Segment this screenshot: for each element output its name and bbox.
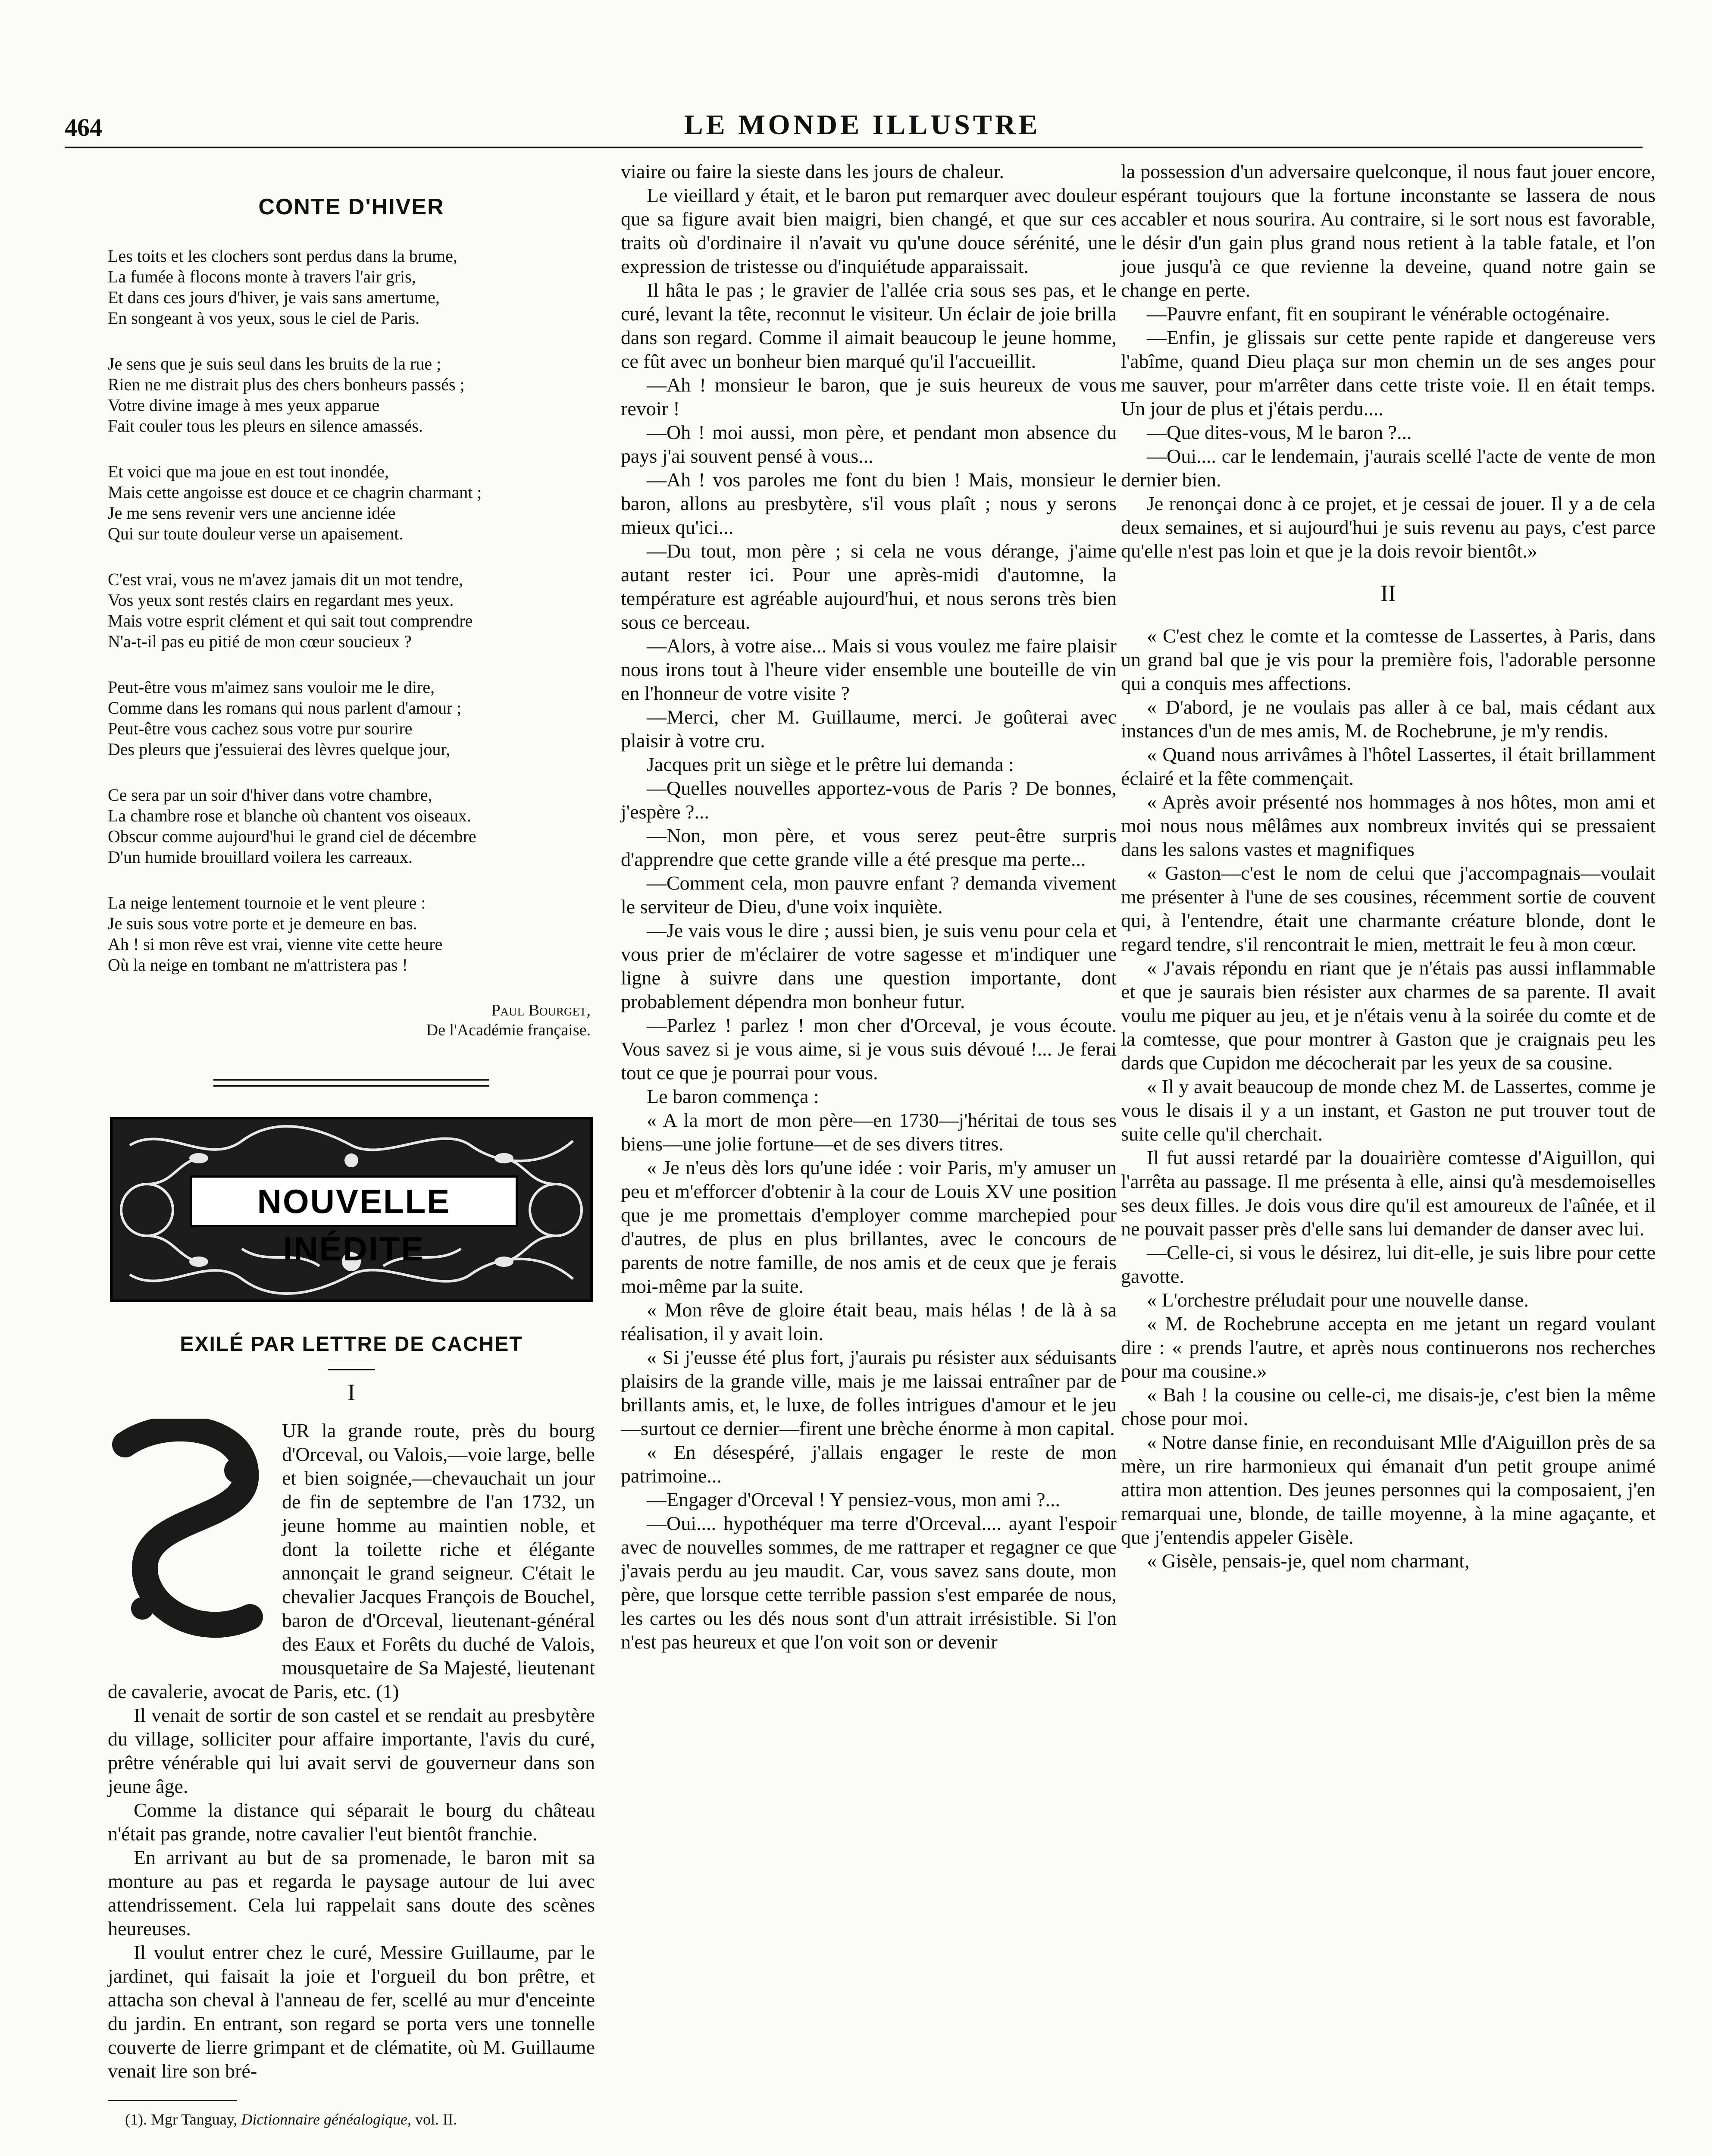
story-paragraph: « C'est chez le comte et la comtesse de Lassertes, à Paris, dans un grand bal que je vis pour la première fois, l'adorable personne qui a conquis mes affections. xyxy=(1121,625,1656,694)
story-paragraph: —Que dites-vous, M le baron ?... xyxy=(1147,421,1412,443)
poem-line: Mais cette angoisse est douce et ce chagrin charmant ; xyxy=(108,483,482,502)
story-paragraph: Jacques prit un siège et le prêtre lui demanda : xyxy=(647,753,1014,775)
poem-line: N'a-t-il pas eu pitié de mon cœur soucieux ? xyxy=(108,632,412,651)
story-paragraph: « Après avoir présenté nos hommages à nos hôtes, mon ami et moi nous nous mêlâmes aux nombreux invités qui se pressaient dans les salons vastes et magnifiques xyxy=(1121,791,1656,860)
story-paragraph: —Engager d'Orceval ! Y pensiez-vous, mon ami ?... xyxy=(647,1489,1061,1510)
story-paragraph: —Oui.... car le lendemain, j'aurais scellé l'acte de vente de mon dernier bien. xyxy=(1121,445,1656,491)
nouvelle-inedite-banner xyxy=(110,1117,593,1302)
poem-line: Rien ne me distrait plus des chers bonheurs passés ; xyxy=(108,375,465,394)
story-paragraph: —Quelles nouvelles apportez-vous de Paris ? De bonnes, j'espère ?... xyxy=(621,777,1117,823)
poem-line: Fait couler tous les pleurs en silence amassés. xyxy=(108,416,423,436)
story-paragraph: —Je vais vous le dire ; aussi bien, je suis venu pour cela et vous prier de m'éclairer de votre sagesse et m'indiquer une ligne à suivre dans une question importante, dont probablement dépendra mon bonheur futur. xyxy=(621,919,1117,1012)
poem-title: CONTE D'HIVER xyxy=(258,194,444,219)
poem-line: Les toits et les clochers sont perdus dans la brume, xyxy=(108,246,457,266)
poem-author: Paul Bourget, xyxy=(491,1001,591,1019)
story-paragraph: « L'orchestre préludait pour une nouvelle danse. xyxy=(1147,1289,1529,1311)
story-paragraph: Je renonçai donc à ce projet, et je cessai de jouer. Il y a de cela deux semaines, et si aujourd'hui je suis revenu au pays, c'est parce qu'elle n'est pas loin et que je la dois revoir bientôt.» xyxy=(1121,492,1656,562)
story-column-1-text xyxy=(108,1419,595,2083)
poem-line: La fumée à flocons monte à travers l'air gris, xyxy=(108,267,416,286)
poem-line: Je suis sous votre porte et je demeure en bas. xyxy=(108,914,417,933)
story-paragraph: —Ah ! monsieur le baron, que je suis heureux de vous revoir ! xyxy=(621,374,1117,420)
title-underline xyxy=(328,1369,375,1370)
poem-line: Votre divine image à mes yeux apparue xyxy=(108,395,380,415)
col3-continuation: la possession d'un adversaire quelconque, il nous faut jouer encore, espérant toujours que la fortune inconstante se lassera de nous accabler et nous sourira. Au contraire, si le sort nous est favorable, le désir d'un gain plus grand nous retient à la table fatale, et l'on joue jusqu'à ce que revienne la deveine, quand notre gain se change en perte. xyxy=(1121,160,1656,301)
footnote-suffix: vol. II. xyxy=(415,2111,457,2128)
story-paragraph: « Si j'eusse été plus fort, j'aurais pu résister aux séduisants plaisirs de la grande ville, mais je me laissai entraîner par de brillants amis, et, le luxe, de folles intrigues d'amour et le jeu—surtout ce dernier—firent une brèche énorme à mon capital. xyxy=(621,1346,1117,1439)
poem-body xyxy=(108,246,595,975)
story-paragraph: « Il y avait beaucoup de monde chez M. de Lassertes, comme je vous le disais il y a un instant, et Gaston ne put trouver tout de suite celle qu'il cherchait. xyxy=(1121,1075,1656,1145)
section-divider xyxy=(213,1079,489,1087)
story-paragraph: « A la mort de mon père—en 1730—j'héritai de tous ses biens—une jolie fortune—et de ses divers titres. xyxy=(621,1109,1117,1155)
story-paragraph: Il fut aussi retardé par la douairière comtesse d'Aiguillon, qui l'arrêta au passage. Il me présenta à elle, ainsi qu'à mesdemoiselles ses deux filles. Je dois vous dire qu'il est amoureux de l'aînée, et il ne pouvait passer près d'elle sans lui demander de danser avec lui. xyxy=(1121,1147,1656,1240)
poem-line: Obscur comme aujourd'hui le grand ciel de décembre xyxy=(108,827,476,846)
poem-line: C'est vrai, vous ne m'avez jamais dit un mot tendre, xyxy=(108,570,463,589)
poem-line: Mais votre esprit clément et qui sait tout comprendre xyxy=(108,611,473,630)
footnote xyxy=(125,2110,595,2129)
story-paragraph: —Comment cela, mon pauvre enfant ? demanda vivement le serviteur de Dieu, d'une voix inquiète. xyxy=(621,872,1117,918)
story-paragraph: Il voulut entrer chez le curé, Messire Guillaume, par le jardinet, qui faisait la joie et l'orgueil du bon prêtre, et attacha son cheval à l'anneau de fer, scellé au mur d'enceinte du jardin. En entrant, son regard se porta vers une tonnelle couverte de lierre grimpant et de clématite, où M. Guillaume venait lire son bré- xyxy=(108,1941,595,2082)
column-3 xyxy=(1121,160,1656,1573)
poem-line: Qui sur toute douleur verse un apaisement. xyxy=(108,524,404,543)
col3-paragraphs-part2 xyxy=(1121,624,1656,1573)
story-paragraph: En arrivant au but de sa promenade, le baron mit sa monture au pas et regarda le paysage autour de lui avec attendrissement. Cela lui rappelait sans doute des scènes heureuses. xyxy=(108,1846,595,1940)
chapter-number-ii: II xyxy=(1380,580,1396,606)
story-paragraph: —Celle-ci, si vous le désirez, lui dit-elle, je suis libre pour cette gavotte. xyxy=(1121,1241,1656,1287)
poem-line: Des pleurs que j'essuierai des lèvres quelque jour, xyxy=(108,740,451,759)
story-title: EXILÉ PAR LETTRE DE CACHET xyxy=(180,1333,523,1356)
story-paragraph: « Gaston—c'est le nom de celui que j'accompagnais—voulait me présenter à l'une de ses cousines, récemment sortie de couvent qui, à l'entendre, était une charmante créature blonde, dont le regard tendre, s'il rencontrait le mien, mettrait le feu à mon cœur. xyxy=(1121,862,1656,955)
story-paragraph: « Quand nous arrivâmes à l'hôtel Lassertes, il était brillamment éclairé et la fête commençait. xyxy=(1121,743,1656,789)
story-paragraph: « M. de Rochebrune accepta en me jetant un regard voulant dire : « prends l'autre, et après nous continuerons nos recherches pour ma cousine.» xyxy=(1121,1313,1656,1382)
story-paragraph: —Du tout, mon père ; si cela ne vous dérange, j'aime autant rester ici. Pour une après-midi d'automne, la température est agréable aujourd'hui, et nous serons très bien sous ce berceau. xyxy=(621,540,1117,633)
poem-stanza xyxy=(108,246,595,329)
story-paragraph: —Pauvre enfant, fit en soupirant le vénérable octogénaire. xyxy=(1147,303,1610,325)
story-paragraph: —Parlez ! parlez ! mon cher d'Orceval, je vous écoute. Vous savez si je vous aime, si je vous suis dévoué !... Je ferai tout ce que je pourrai pour vous. xyxy=(621,1014,1117,1084)
poem-line: Comme dans les romans qui nous parlent d'amour ; xyxy=(108,698,462,718)
col3-paragraphs-part1 xyxy=(1121,302,1656,563)
poem-stanza xyxy=(108,893,595,975)
poem-line: Je sens que je suis seul dans les bruits de la rue ; xyxy=(108,354,441,373)
poem-stanza xyxy=(108,785,595,868)
header-rule xyxy=(65,147,1643,148)
story-paragraph: —Ah ! vos paroles me font du bien ! Mais, monsieur le baron, allons au presbytère, s'il vous plaît ; nous y serons mieux qu'ici... xyxy=(621,469,1117,538)
poem-line: En songeant à vos yeux, sous le ciel de Paris. xyxy=(108,308,420,328)
col2-paragraphs xyxy=(621,183,1117,1654)
footnote-work-title: Dictionnaire généalogique, xyxy=(241,2111,411,2128)
col1-paragraphs xyxy=(108,1703,595,2083)
story-paragraph: « Notre danse finie, en reconduisant Mlle d'Aiguillon près de sa mère, un rire harmonieux qui émanait d'un petit groupe animé attira mon attention. Des jeunes personnes qui la composaient, j'en remarquai une, blonde, de taille moyenne, à la mine agaçante, et que j'entendis appeler Gisèle. xyxy=(1121,1431,1656,1548)
story-paragraph: « Mon rêve de gloire était beau, mais hélas ! de là à sa réalisation, il y avait loin. xyxy=(621,1299,1117,1344)
column-2 xyxy=(621,160,1117,1654)
story-paragraph: « En désespéré, j'allais engager le reste de mon patrimoine... xyxy=(621,1441,1117,1487)
story-paragraph: « J'avais répondu en riant que je n'étais pas aussi inflammable et que je saurais bien résister aux charmes de sa parente. Il avait voulu me piquer au jeu, et je n'étais venu à la soirée du comte et de la comtesse, que pour montrer à Gaston que je craignais peu les dards que Cupidon me décocherait par les yeux de sa cousine. xyxy=(1121,957,1656,1074)
story-paragraph: Le baron commença : xyxy=(647,1085,819,1107)
poem-stanza xyxy=(108,461,595,544)
poem-signature xyxy=(108,1000,591,1040)
page-number: 464 xyxy=(65,113,102,141)
poem-line: Ce sera par un soir d'hiver dans votre chambre, xyxy=(108,785,432,805)
story-paragraph: —Enfin, je glissais sur cette pente rapide et dangereuse vers l'abîme, quand Dieu plaça sur mon chemin un de ses anges pour me sauver, pour m'arrêter dans cette triste voie. Il en était temps. Un jour de plus et j'étais perdu.... xyxy=(1121,326,1656,420)
story-paragraph: « D'abord, je ne voulais pas aller à ce bal, mais cédant aux instances d'un de mes amis, M. de Rochebrune, je m'y rendis. xyxy=(1121,696,1656,742)
poem-line: Peut-être vous m'aimez sans vouloir me le dire, xyxy=(108,677,435,697)
story-paragraph: Il hâta le pas ; le gravier de l'allée cria sous ses pas, et le curé, levant la tête, reconnut le visiteur. Un éclair de joie brilla dans son regard. Comme il aimait beaucoup le jeune homme, ce fût avec un bonheur bien marqué qu'il l'accueillit. xyxy=(621,279,1117,372)
poem-line: La neige lentement tournoie et le vent pleure : xyxy=(108,893,426,912)
story-opening-paragraph: UR la grande route, près du bourg d'Orceval, ou Valois,—voie large, belle et bien soignée,—chevauchait un jour de fin de septembre de l'an 1732, un jeune homme au maintien noble, et dont la toilette riche et élégante annonçait le grand seigneur. C'était le chevalier Jacques François de Bouchel, baron de d'Orceval, lieutenant-général des Eaux et Forêts du duché de Valois, mousquetaire de Sa Majesté, lieutenant de cavalerie, avocat de Paris, etc. (1) xyxy=(108,1420,595,1702)
poem-line: Je me sens revenir vers une ancienne idée xyxy=(108,503,396,523)
decorative-dropcap xyxy=(108,1419,272,1660)
story-paragraph: « Gisèle, pensais-je, quel nom charmant, xyxy=(1147,1550,1470,1572)
poem-stanza xyxy=(108,569,595,652)
story-paragraph: —Non, mon père, et vous serez peut-être surpris d'apprendre que cette grande ville a été presque ma perte... xyxy=(621,824,1117,870)
masthead-title: LE MONDE ILLUSTRE xyxy=(684,109,1041,141)
poem-line: Et voici que ma joue en est tout inondée, xyxy=(108,462,389,481)
story-paragraph: Comme la distance qui séparait le bourg du château n'était pas grande, notre cavalier l'eut bientôt franchie. xyxy=(108,1799,595,1845)
poem-stanza xyxy=(108,354,595,436)
poem-author-affiliation: De l'Académie française. xyxy=(426,1021,591,1039)
column-1 xyxy=(108,160,595,2129)
poem-line: Ah ! si mon rêve est vrai, vienne vite cette heure xyxy=(108,934,443,954)
poem-line: La chambre rose et blanche où chantent vos oiseaux. xyxy=(108,806,472,825)
story-paragraph: —Merci, cher M. Guillaume, merci. Je goûterai avec plaisir à votre cru. xyxy=(621,706,1117,752)
poem-line: D'un humide brouillard voilera les carreaux. xyxy=(108,847,413,867)
story-paragraph: —Alors, à votre aise... Mais si vous voulez me faire plaisir nous irons tout à l'heure vider ensemble une bouteille de vin en l'honneur de votre visite ? xyxy=(621,635,1117,704)
poem-line: Où la neige en tombant ne m'attristera pas ! xyxy=(108,955,408,975)
story-paragraph: Il venait de sortir de son castel et se rendait au presbytère du village, solliciter pour affaire importante, l'avis du curé, prêtre vénérable qui lui avait servi de gouverneur dans son jeune âge. xyxy=(108,1704,595,1797)
story-paragraph: « Je n'eus dès lors qu'une idée : voir Paris, m'y amuser un peu et m'efforcer d'obtenir à la cour de Louis XV une position que je me promettais d'employer comme marchepied pour d'autres, de plus en plus brillantes, avec le concours de parents de notre famille, de nos amis et de ceux que je ferais moi-même par la suite. xyxy=(621,1156,1117,1297)
story-paragraph: Le vieillard y était, et le baron put remarquer avec douleur que sa figure avait bien maigri, bien changé, et que sur ces traits où d'ordinaire il n'avait vu qu'une douce sérénité, une expression de tristesse ou d'inquiétude apparaissait. xyxy=(621,184,1117,277)
poem-line: Peut-être vous cachez sous votre pur sourire xyxy=(108,719,413,738)
story-paragraph: « Bah ! la cousine ou celle-ci, me disais-je, c'est bien la même chose pour moi. xyxy=(1121,1384,1656,1429)
chapter-number-i: I xyxy=(347,1379,355,1405)
banner-label: NOUVELLE INÉDITE xyxy=(190,1175,518,1227)
story-paragraph: —Oui.... hypothéquer ma terre d'Orceval.... ayant l'espoir avec de nouvelles sommes, de me rattraper et regagner ce que j'avais perdu au jeu maudit. Car, vous savez sans doute, mon père, que lorsque cette terrible passion s'est emparée de nous, les cartes ou les dés nous sont d'un attrait irrésistible. Si l'on n'est pas heureux et que l'on voit son or devenir xyxy=(621,1512,1117,1653)
story-paragraph: —Oh ! moi aussi, mon père, et pendant mon absence du pays j'ai souvent pensé à vous... xyxy=(621,421,1117,467)
col2-continuation: viaire ou faire la sieste dans les jours de chaleur. xyxy=(621,160,1005,182)
footnote-rule xyxy=(108,2100,237,2101)
poem-stanza xyxy=(108,677,595,760)
poem-line: Vos yeux sont restés clairs en regardant mes yeux. xyxy=(108,590,454,610)
poem-line: Et dans ces jours d'hiver, je vais sans amertume, xyxy=(108,288,440,307)
footnote-prefix: (1). Mgr Tanguay, xyxy=(125,2111,238,2128)
